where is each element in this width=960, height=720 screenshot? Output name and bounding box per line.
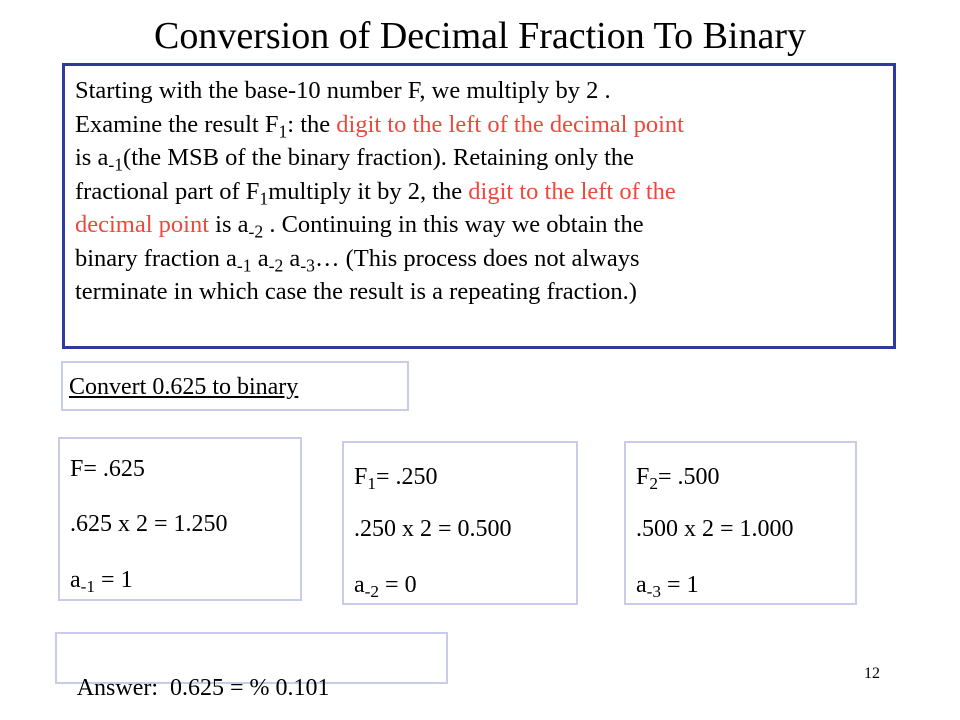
explanation-box <box>62 63 896 349</box>
explanation-line-5: decimal point is $a_{-2}$ . Continuing in this way we obtain the <box>75 211 644 242</box>
step-bit-result: $a_{-2} = 0$ <box>354 572 417 602</box>
step-multiplication: .500 x 2 = 1.000 <box>636 516 794 542</box>
slide-title: Conversion of Decimal Fraction To Binary <box>153 15 806 57</box>
highlight-text: digit to the left of the <box>468 177 676 205</box>
explanation-line-7: terminate in which case the result is a repeating fraction.) <box>75 278 637 305</box>
step-bit-result: $a_{-3} = 1$ <box>636 572 699 602</box>
convert-heading-box <box>61 361 409 411</box>
explanation-line-3: is $a_{-1}(the$ MSB of the binary fraction). Retaining only the <box>75 144 635 175</box>
step-f-value: $F_1= .250$ <box>354 464 438 494</box>
step-box-2 <box>342 441 578 605</box>
explanation-line-1: Starting with the base-10 number F, we multiply by 2 . <box>75 77 611 104</box>
highlight-text: decimal point <box>75 211 210 238</box>
page-number: 12 <box>864 665 880 682</box>
step-multiplication: .250 x 2 = 0.500 <box>354 516 512 542</box>
step-multiplication: .625 x 2 = 1.250 <box>70 511 228 537</box>
step-box-3 <box>624 441 857 605</box>
explanation-line-2: Examine the result $F_1$: the digit to the left of the decimal point <box>75 110 684 141</box>
step-box-1 <box>58 437 302 601</box>
convert-heading: Convert 0.625 to binary <box>69 374 299 400</box>
step-f-value: F= .625 <box>70 456 145 482</box>
highlight-text: digit to the left of the decimal point <box>336 110 684 138</box>
answer-text: Answer: 0.625 = % 0.101 <box>76 675 330 701</box>
answer-box <box>55 632 448 701</box>
step-f-value: $F_2= .500$ <box>636 464 720 494</box>
explanation-line-6: binary fraction $a_{-1}$ $a_{-2}$ $a_{-3}\dots$ (This process does not always <box>75 244 640 275</box>
explanation-line-4: fractional part of $F_1multiply$ it by 2, the digit to the left of the <box>75 177 676 208</box>
step-bit-result: $a_{-1} = 1$ <box>70 567 133 597</box>
